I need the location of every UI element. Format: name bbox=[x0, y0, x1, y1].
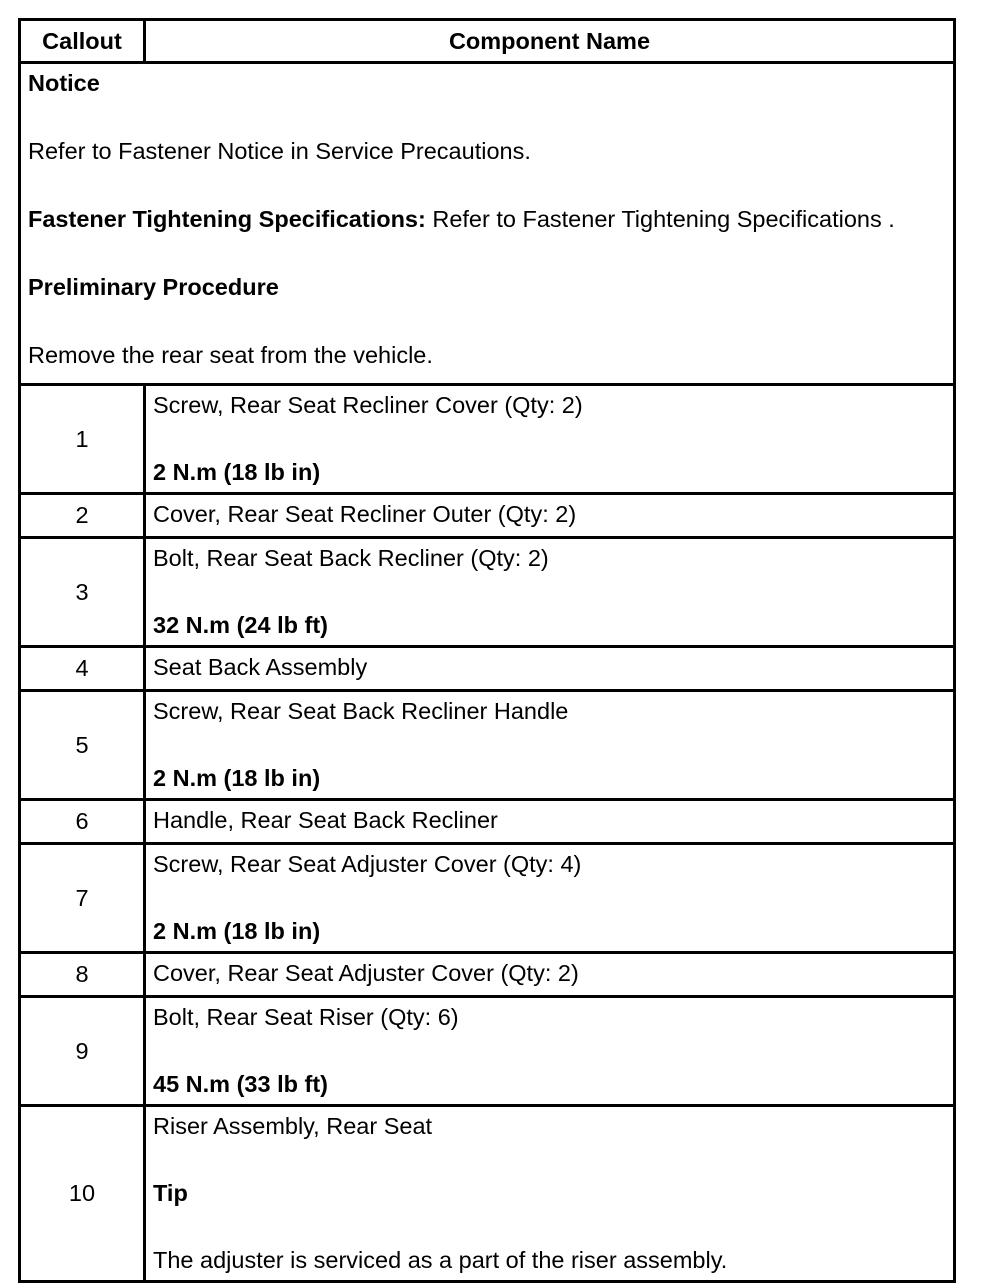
component-name: Riser Assembly, Rear Seat bbox=[153, 1113, 433, 1139]
preliminary-procedure-title: Preliminary Procedure bbox=[28, 274, 279, 300]
component-name: Seat Back Assembly bbox=[153, 654, 368, 680]
component-cell bbox=[145, 385, 955, 494]
component-cell bbox=[145, 1106, 955, 1282]
header-row bbox=[20, 20, 955, 63]
torque-spec: 32 N.m (24 lb ft) bbox=[153, 612, 328, 638]
component-cell bbox=[145, 844, 955, 953]
callout-number: 4 bbox=[20, 647, 145, 691]
components-table bbox=[18, 18, 956, 1283]
component-name: Cover, Rear Seat Recliner Outer (Qty: 2) bbox=[153, 501, 577, 527]
callout-number: 2 bbox=[20, 494, 145, 538]
torque-spec: 2 N.m (18 lb in) bbox=[153, 918, 321, 944]
component-name: Handle, Rear Seat Back Recliner bbox=[153, 807, 498, 833]
component-cell bbox=[145, 997, 955, 1106]
component-name: Bolt, Rear Seat Back Recliner (Qty: 2) bbox=[153, 545, 549, 571]
table-row bbox=[20, 538, 955, 647]
callout-number: 1 bbox=[20, 385, 145, 494]
component-cell bbox=[145, 494, 955, 538]
callout-number: 6 bbox=[20, 800, 145, 844]
table-row bbox=[20, 953, 955, 997]
callout-number: 5 bbox=[20, 691, 145, 800]
notice-cell bbox=[20, 63, 955, 385]
component-name: Screw, Rear Seat Adjuster Cover (Qty: 4) bbox=[153, 851, 582, 877]
component-cell bbox=[145, 647, 955, 691]
callout-number: 3 bbox=[20, 538, 145, 647]
table-row bbox=[20, 691, 955, 800]
component-name-header: Component Name bbox=[145, 20, 955, 63]
fastener-spec bbox=[28, 206, 947, 233]
component-cell bbox=[145, 538, 955, 647]
component-name: Cover, Rear Seat Adjuster Cover (Qty: 2) bbox=[153, 960, 579, 986]
callout-number: 9 bbox=[20, 997, 145, 1106]
notice-title: Notice bbox=[28, 70, 100, 96]
component-cell bbox=[145, 800, 955, 844]
fastener-spec-label: Fastener Tightening Specifications: bbox=[28, 206, 426, 232]
component-name: Bolt, Rear Seat Riser (Qty: 6) bbox=[153, 1004, 459, 1030]
table-row bbox=[20, 647, 955, 691]
torque-spec: 2 N.m (18 lb in) bbox=[153, 459, 321, 485]
preliminary-procedure-text: Remove the rear seat from the vehicle. bbox=[28, 342, 433, 368]
table-row bbox=[20, 385, 955, 494]
component-cell bbox=[145, 953, 955, 997]
table-row bbox=[20, 1106, 955, 1282]
tip-text: The adjuster is serviced as a part of the riser assembly. bbox=[153, 1247, 728, 1273]
component-name: Screw, Rear Seat Back Recliner Handle bbox=[153, 698, 569, 724]
torque-spec: 45 N.m (33 lb ft) bbox=[153, 1071, 328, 1097]
table-row bbox=[20, 800, 955, 844]
table-row bbox=[20, 494, 955, 538]
callout-number: 10 bbox=[20, 1106, 145, 1282]
callout-header: Callout bbox=[20, 20, 145, 63]
component-cell bbox=[145, 691, 955, 800]
component-name: Screw, Rear Seat Recliner Cover (Qty: 2) bbox=[153, 392, 583, 418]
table-row bbox=[20, 997, 955, 1106]
table-row bbox=[20, 844, 955, 953]
tip-title: Tip bbox=[153, 1180, 188, 1206]
notice-row bbox=[20, 63, 955, 385]
notice-text: Refer to Fastener Notice in Service Precautions. bbox=[28, 138, 531, 164]
torque-spec: 2 N.m (18 lb in) bbox=[153, 765, 321, 791]
callout-number: 7 bbox=[20, 844, 145, 953]
fastener-spec-text: Refer to Fastener Tightening Specifications . bbox=[425, 206, 895, 232]
callout-number: 8 bbox=[20, 953, 145, 997]
